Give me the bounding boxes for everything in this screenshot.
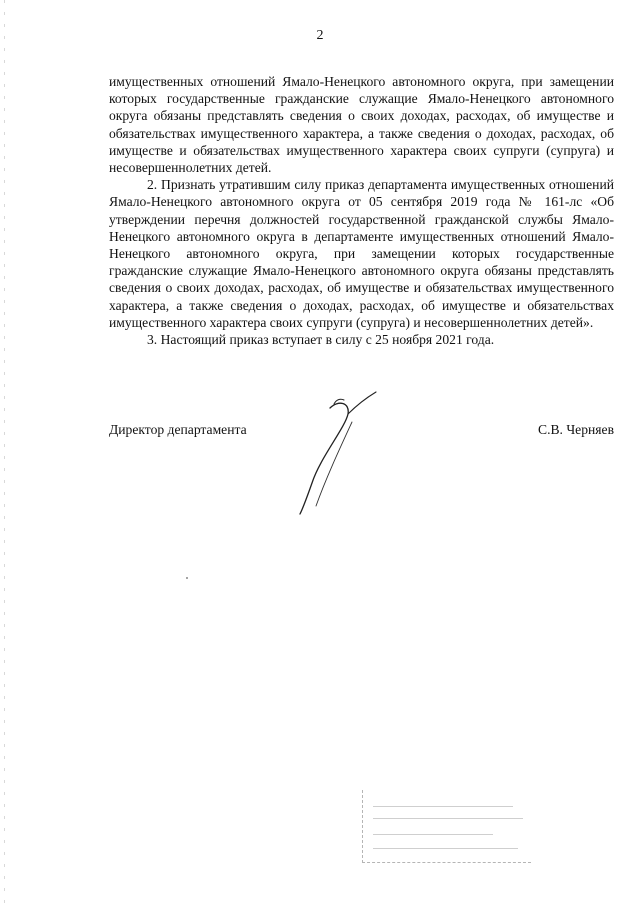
scan-edge-marks bbox=[4, 0, 5, 905]
signatory-title: Директор департамента bbox=[109, 422, 247, 437]
paragraph-continued: имущественных отношений Ямало-Ненецкого автономного округа, при замещении которых государственные гражданские служащие Ямало-Ненецкого автономного округа обязаны представлять сведения о своих доходах, расходах, об имуществе и обязательствах имущественного характера, а также сведения о доходах, расходах, об имуществе и обязательствах имущественного характера своих супруги (супруга) и несовершеннолетних детей. bbox=[109, 74, 614, 176]
document-body bbox=[109, 73, 614, 348]
paragraph-item-3: 3. Настоящий приказ вступает в силу с 25 ноября 2021 года. bbox=[147, 332, 495, 348]
page-number: 2 bbox=[316, 28, 324, 43]
signatory-name: С.В. Черняев bbox=[538, 422, 614, 437]
paragraph-item-2: 2. Признать утратившим силу приказ департамента имущественных отношений Ямало-Ненецкого автономного округа от 05 сентября 2019 года № 161-лс «Об утверждении перечня должностей государственной гражданской службы Ямало-Ненецкого автономного округа в департаменте имущественных отношений Ямало-Ненецкого автономного округа, при замещении которых государственные гражданские служащие Ямало-Ненецкого автономного округа обязаны представлять сведения о своих доходах, расходах, об имуществе и обязательствах имущественного характера, а также сведения о доходах, расходах, об имуществе и обязательствах имущественного характера своих супруги (супруга) и несовершеннолетних детей». bbox=[109, 177, 614, 330]
registration-stamp bbox=[362, 790, 531, 863]
handwritten-signature bbox=[290, 388, 400, 518]
scan-speck bbox=[186, 577, 188, 579]
